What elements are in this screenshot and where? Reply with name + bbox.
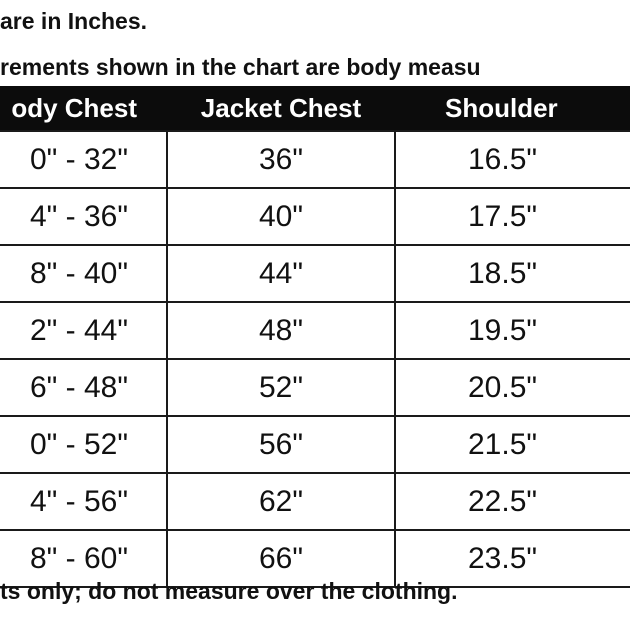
units-note: are in Inches. — [0, 8, 148, 34]
cell-jacket-chest: 36" — [167, 131, 395, 188]
cell-shoulder: 19.5" — [395, 302, 630, 359]
cell-shoulder: 23.5" — [395, 530, 630, 587]
measure-instruction-note: ts only; do not measure over the clothing. — [0, 578, 458, 604]
cell-jacket-chest: 66" — [167, 530, 395, 587]
cell-body-chest: 4" - 36" — [0, 188, 167, 245]
cell-body-chest: 8" - 40" — [0, 245, 167, 302]
cell-body-chest: 0" - 32" — [0, 131, 167, 188]
table-row — [0, 302, 630, 359]
cell-jacket-chest: 56" — [167, 416, 395, 473]
measurement-note: rements shown in the chart are body measu — [0, 54, 481, 80]
table-row — [0, 359, 630, 416]
header-jacket-chest: Jacket Chest — [167, 86, 395, 131]
table-header-row — [0, 86, 630, 131]
cell-body-chest: 8" - 60" — [0, 530, 167, 587]
cell-body-chest: 4" - 56" — [0, 473, 167, 530]
cell-jacket-chest: 62" — [167, 473, 395, 530]
table-row — [0, 131, 630, 188]
size-chart-table — [0, 86, 630, 588]
cell-shoulder: 16.5" — [395, 131, 630, 188]
header-shoulder: Shoulder — [395, 86, 630, 131]
cell-shoulder: 18.5" — [395, 245, 630, 302]
table-row — [0, 245, 630, 302]
header-body-chest: ody Chest — [0, 86, 167, 131]
cell-shoulder: 17.5" — [395, 188, 630, 245]
cell-jacket-chest: 44" — [167, 245, 395, 302]
cell-jacket-chest: 48" — [167, 302, 395, 359]
cell-body-chest: 0" - 52" — [0, 416, 167, 473]
table-row — [0, 473, 630, 530]
cell-shoulder: 21.5" — [395, 416, 630, 473]
table-row — [0, 188, 630, 245]
cell-jacket-chest: 40" — [167, 188, 395, 245]
cell-shoulder: 20.5" — [395, 359, 630, 416]
cell-jacket-chest: 52" — [167, 359, 395, 416]
cell-shoulder: 22.5" — [395, 473, 630, 530]
cell-body-chest: 2" - 44" — [0, 302, 167, 359]
table-row — [0, 416, 630, 473]
cell-body-chest: 6" - 48" — [0, 359, 167, 416]
